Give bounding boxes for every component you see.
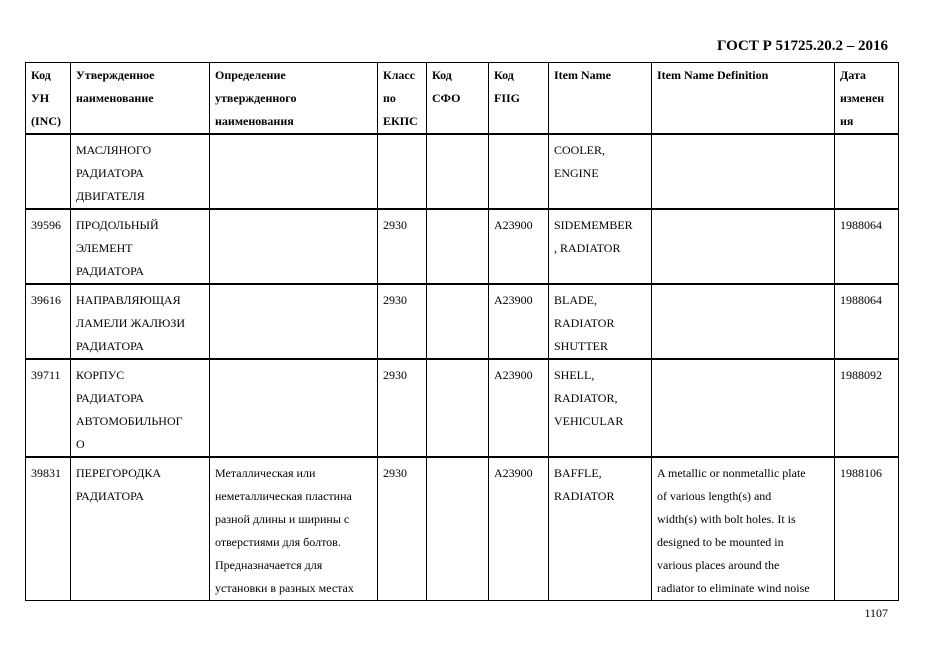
col-header-fiig-code: Код FIIG bbox=[489, 63, 549, 135]
cell-ekps-class: 2930 bbox=[378, 209, 427, 284]
cell-inc: 39831 bbox=[26, 457, 71, 601]
cell-ekps-class: 2930 bbox=[378, 284, 427, 359]
table-header-row bbox=[26, 63, 899, 135]
page-number: 1107 bbox=[864, 606, 888, 620]
cell-item-name-definition bbox=[652, 284, 835, 359]
cell-item-name-definition: A metallic or nonmetallic plate of various length(s) and width(s) with bolt holes. It is designed to be mounted in various places around the radiator to eliminate wind noise bbox=[652, 457, 835, 601]
table-row bbox=[26, 457, 899, 601]
table-row bbox=[26, 134, 899, 209]
cell-fiig-code: A23900 bbox=[489, 359, 549, 457]
cell-sfo-code bbox=[427, 359, 489, 457]
cell-sfo-code bbox=[427, 457, 489, 601]
cell-name-definition: Металлическая или неметаллическая пластина разной длины и ширины с отверстиями для болтов. Предназначается для установки в разных местах bbox=[210, 457, 378, 601]
cell-ekps-class bbox=[378, 134, 427, 209]
col-header-item-name-definition: Item Name Definition bbox=[652, 63, 835, 135]
cell-inc: 39596 bbox=[26, 209, 71, 284]
cell-name-definition bbox=[210, 359, 378, 457]
cell-change-date bbox=[835, 134, 899, 209]
cell-approved-name: ПЕРЕГОРОДКА РАДИАТОРА bbox=[71, 457, 210, 601]
cell-item-name: COOLER, ENGINE bbox=[549, 134, 652, 209]
cell-item-name: SIDEMEMBER , RADIATOR bbox=[549, 209, 652, 284]
cell-change-date: 1988064 bbox=[835, 209, 899, 284]
col-header-name-definition: Определение утвержденного наименования bbox=[210, 63, 378, 135]
cell-sfo-code bbox=[427, 284, 489, 359]
col-header-approved-name: Утвержденное наименование bbox=[71, 63, 210, 135]
cell-name-definition bbox=[210, 134, 378, 209]
col-header-change-date: Дата изменен ия bbox=[835, 63, 899, 135]
col-header-sfo-code: Код СФО bbox=[427, 63, 489, 135]
cell-item-name-definition bbox=[652, 209, 835, 284]
cell-change-date: 1988064 bbox=[835, 284, 899, 359]
cell-ekps-class: 2930 bbox=[378, 457, 427, 601]
cell-item-name-definition bbox=[652, 359, 835, 457]
cell-change-date: 1988092 bbox=[835, 359, 899, 457]
cell-ekps-class: 2930 bbox=[378, 359, 427, 457]
document-header: ГОСТ Р 51725.20.2 – 2016 bbox=[716, 38, 888, 54]
cell-fiig-code: A23900 bbox=[489, 284, 549, 359]
cell-sfo-code bbox=[427, 209, 489, 284]
col-header-item-name: Item Name bbox=[549, 63, 652, 135]
cell-approved-name: ПРОДОЛЬНЫЙ ЭЛЕМЕНТ РАДИАТОРА bbox=[71, 209, 210, 284]
cell-item-name-definition bbox=[652, 134, 835, 209]
cell-inc: 39616 bbox=[26, 284, 71, 359]
gost-table bbox=[25, 62, 899, 601]
cell-inc bbox=[26, 134, 71, 209]
cell-sfo-code bbox=[427, 134, 489, 209]
cell-fiig-code bbox=[489, 134, 549, 209]
cell-fiig-code: A23900 bbox=[489, 457, 549, 601]
cell-approved-name: КОРПУС РАДИАТОРА АВТОМОБИЛЬНОГ О bbox=[71, 359, 210, 457]
cell-name-definition bbox=[210, 209, 378, 284]
cell-item-name: BAFFLE, RADIATOR bbox=[549, 457, 652, 601]
cell-approved-name: МАСЛЯНОГО РАДИАТОРА ДВИГАТЕЛЯ bbox=[71, 134, 210, 209]
table-row bbox=[26, 209, 899, 284]
cell-name-definition bbox=[210, 284, 378, 359]
cell-item-name: BLADE, RADIATOR SHUTTER bbox=[549, 284, 652, 359]
cell-item-name: SHELL, RADIATOR, VEHICULAR bbox=[549, 359, 652, 457]
table-row bbox=[26, 359, 899, 457]
table-row bbox=[26, 284, 899, 359]
cell-approved-name: НАПРАВЛЯЮЩАЯ ЛАМЕЛИ ЖАЛЮЗИ РАДИАТОРА bbox=[71, 284, 210, 359]
col-header-ekps-class: Класс по ЕКПС bbox=[378, 63, 427, 135]
cell-inc: 39711 bbox=[26, 359, 71, 457]
col-header-inc: Код УН (INC) bbox=[26, 63, 71, 135]
cell-fiig-code: A23900 bbox=[489, 209, 549, 284]
cell-change-date: 1988106 bbox=[835, 457, 899, 601]
